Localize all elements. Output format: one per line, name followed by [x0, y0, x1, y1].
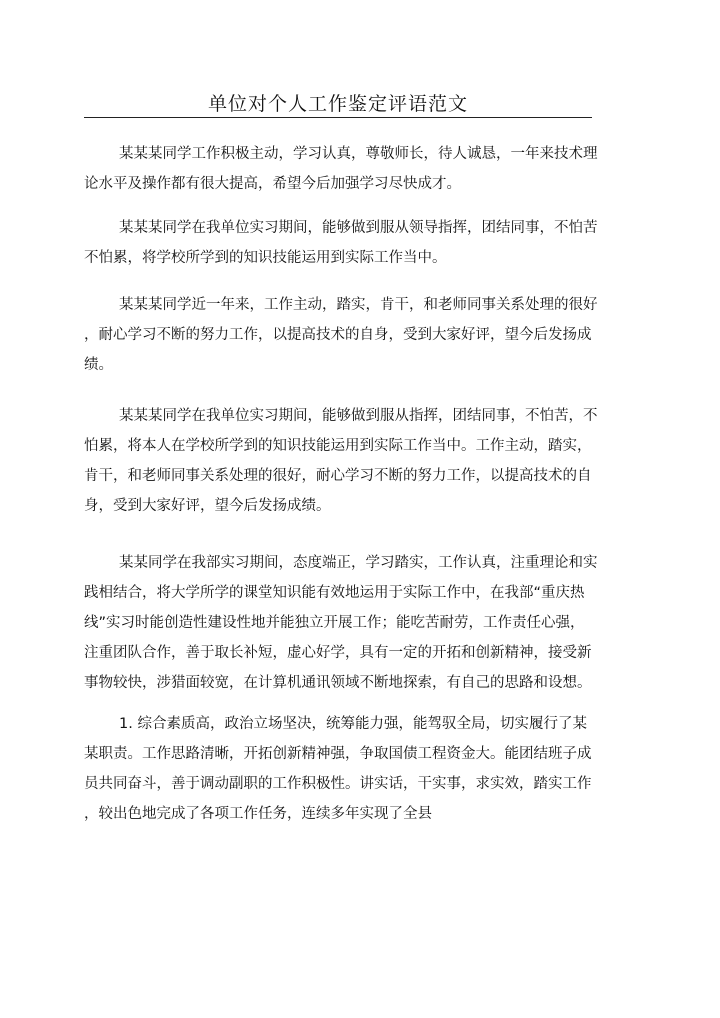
paragraph-5: [84, 548, 624, 698]
title-underline: [84, 117, 592, 118]
paragraph-line: 某某某同学工作积极主动，学习认真，尊敬师长，待人诚恳，一年来技术理: [119, 146, 598, 162]
paragraph-1: [84, 139, 624, 199]
paragraph-line: 践相结合，将大学所学的课堂知识能有效地运用于实际工作中，在我部“重庆热: [84, 585, 585, 601]
paragraph-2: [84, 213, 624, 273]
paragraph-line: 某某某同学在我单位实习期间，能够做到服从指挥，团结同事，不怕苦，不: [119, 408, 598, 424]
paragraph-line: 某某某同学近一年来，工作主动，踏实，肯干，和老师同事关系处理的很好: [119, 297, 598, 313]
paragraph-line: 身，受到大家好评，望今后发扬成绩。: [84, 498, 331, 514]
paragraph-line: 注重团队合作，善于取长补短，虚心好学，具有一定的开拓和创新精神，接受新: [84, 645, 592, 661]
paragraph-line: 某职责。工作思路清晰，开拓创新精神强，争取国债工程资金大。能团结班子成: [84, 746, 592, 762]
paragraph-line: ，耐心学习不断的努力工作，以提高技术的自身，受到大家好评，望今后发扬成: [84, 327, 592, 343]
paragraph-line: 某某同学在我部实习期间，态度端正，学习踏实，工作认真，注重理论和实: [119, 555, 598, 571]
paragraph-line: 肯干，和老师同事关系处理的很好，耐心学习不断的努力工作，以提高技术的自: [84, 468, 592, 484]
paragraph-line: 某某某同学在我单位实习期间，能够做到服从领导指挥，团结同事，不怕苦: [119, 220, 598, 236]
paragraph-line: 员共同奋斗，善于调动副职的工作积极性。讲实话，干实事，求实效，踏实工作: [84, 776, 592, 792]
paragraph-line: 事物较快，涉猎面较宽，在计算机通讯领域不断地探索，有自己的思路和设想。: [84, 675, 592, 691]
paragraph-3: [84, 290, 624, 380]
paragraph-line: 绩。: [84, 357, 113, 373]
paragraph-line: 不怕累，将学校所学到的知识技能运用到实际工作当中。: [84, 250, 447, 266]
paragraph-line: 1. 综合素质高，政治立场坚决，统筹能力强，能驾驭全局，切实履行了某: [119, 716, 587, 732]
document-title: 单位对个人工作鉴定评语范文: [207, 93, 468, 115]
paragraph-line: 论水平及操作都有很大提高，希望今后加强学习尽快成才。: [84, 176, 461, 192]
paragraph-line: 线”实习时能创造性建设性地并能独立开展工作；能吃苦耐劳，工作责任心强，: [84, 615, 585, 631]
paragraph-line: 怕累，将本人在学校所学到的知识技能运用到实际工作当中。工作主动，踏实，: [84, 438, 592, 454]
paragraph-4: [84, 401, 624, 521]
paragraph-6: [84, 709, 624, 829]
paragraph-line: ，较出色地完成了各项工作任务，连续多年实现了全县: [84, 806, 432, 822]
